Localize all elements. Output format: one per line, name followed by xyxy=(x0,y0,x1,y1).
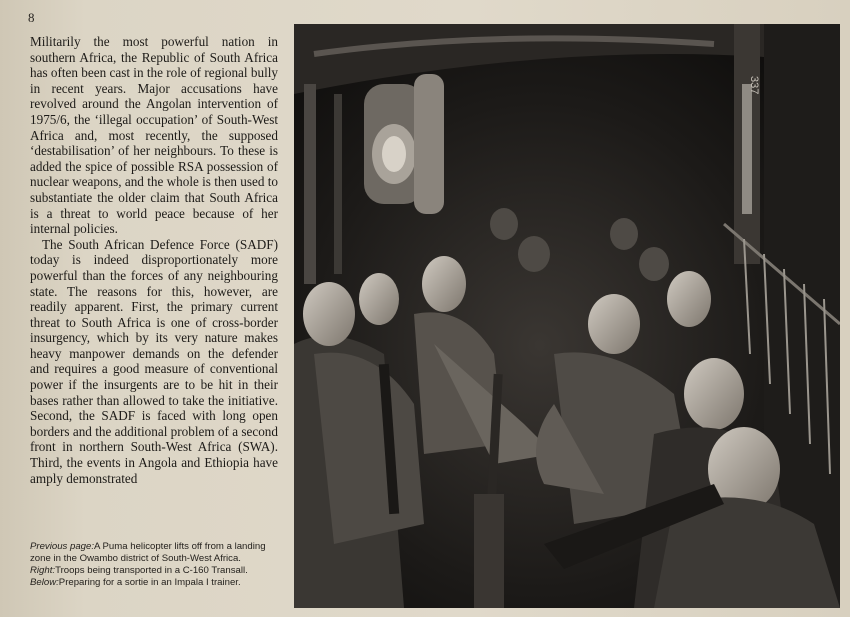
caption-text: A Puma helicopter lifts off from a landing zone in the Owambo district of South-West Africa. xyxy=(30,541,266,564)
caption-lead: Below: xyxy=(30,577,59,588)
troops-in-aircraft-photo xyxy=(294,24,840,608)
caption-previous-page xyxy=(30,541,280,565)
photo-captions xyxy=(30,541,280,589)
body-text xyxy=(30,34,278,486)
paragraph-1: Militarily the most powerful nation in southern Africa, the Republic of South Africa has often been cast in the role of regional bully in recent years. Major accusations have revolved around the Angolan intervention of 1975/6, the ‘illegal occupation’ of South-West Africa and, most recently, the supposed ‘destabilisation’ of her neighbours. To these is added the spice of possible RSA possession of nuclear weapons, and the whole is then used to substantiate the older claim that South Africa is a threat to world peace because of her internal policies. xyxy=(30,34,278,237)
caption-lead: Right: xyxy=(30,565,56,576)
caption-lead: Previous page: xyxy=(30,541,94,552)
caption-text: Preparing for a sortie in an Impala I trainer. xyxy=(58,577,241,588)
page-number: 8 xyxy=(28,10,35,25)
caption-below xyxy=(30,577,280,589)
fuselage-number: 337 xyxy=(748,76,760,95)
photo-illustration xyxy=(294,24,840,608)
caption-right xyxy=(30,565,280,577)
caption-text: Troops being transported in a C-160 Transall. xyxy=(55,565,248,576)
paragraph-2: The South African Defence Force (SADF) today is indeed disproportionately more powerful than the forces of any neighbouring state. The reasons for this, however, are readily apparent. First, the primary current threat to South Africa is one of cross-border insurgency, which by its very nature makes heavy manpower demands on the defender and requires a good measure of conventional power if the insurgents are to be hit in their bases rather than allowed to take the initiative. Second, the SADF is faced with long open borders and the additional problem of a second front in northern South-West Africa (SWA). Third, the events in Angola and Ethiopia have amply demonstrated xyxy=(30,236,278,486)
